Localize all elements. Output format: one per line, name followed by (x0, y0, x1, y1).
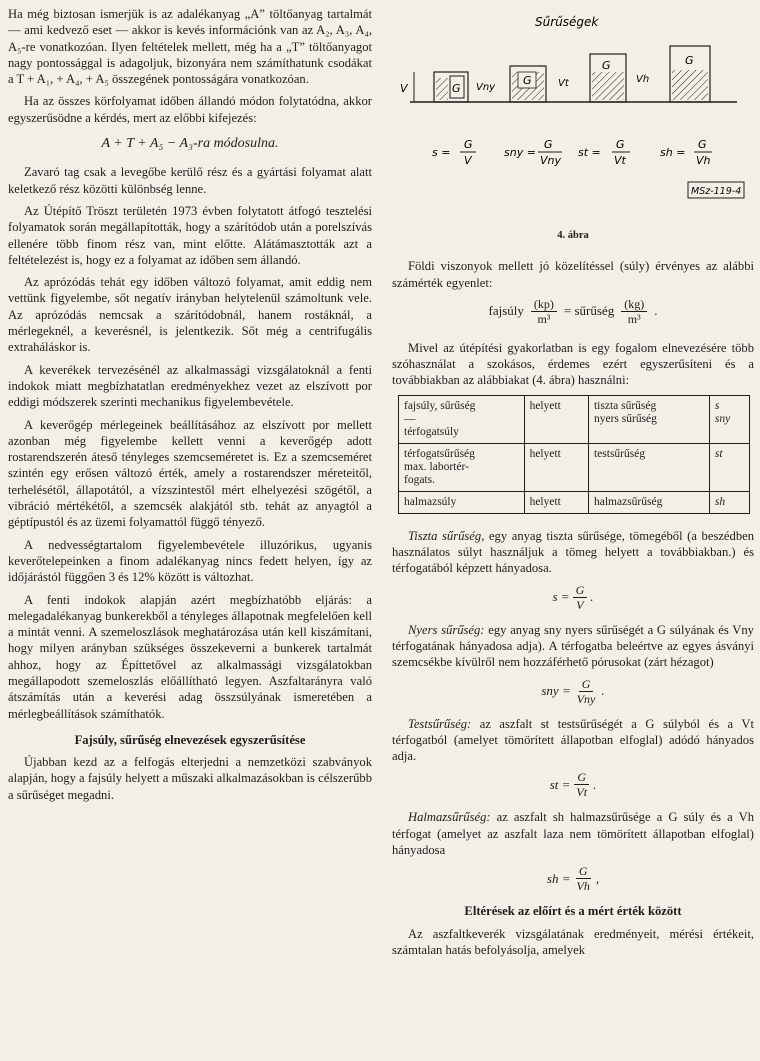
table-cell: st (709, 443, 749, 491)
density-figure (392, 6, 754, 226)
table-cell: fajsúly, sűrűség — térfogatsúly (399, 395, 525, 443)
paragraph: Az aszfaltkeverék vizsgálatának eredményeit, mérési értékeit, számtalan hatás befolyásolja, amelyek (392, 926, 754, 957)
paragraph: A keverékek tervezésénél az alkalmassági vizsgálatoknál a fenti indokok miatt megbízhatatlan eredményekhez vezet az elszívott por eddigi módszerek szerinti mechanikus figyelembevétele. (8, 362, 372, 410)
right-column (392, 6, 754, 964)
svg-text:st =: st = (578, 146, 601, 159)
g-label: G (452, 82, 461, 95)
hatch (672, 70, 708, 100)
table-cell: s sny (709, 395, 749, 443)
vny-label: Vny (476, 82, 496, 93)
table-cell: helyett (524, 491, 588, 513)
definition-raw: Nyers sűrűség: egy anyag sny nyers sűrűségét a G súlyának és Vny térfogatának hányadosa adja). A térfogatba beleértve az egyes ásványi szemcsékbe kívülről nem hozzáférhető pórusokat (zárt hézagot) (392, 622, 754, 670)
table-cell: helyett (524, 443, 588, 491)
svg-text:V: V (464, 154, 472, 167)
formula: A + T + A₅ − A₃-ra módosulna. (101, 136, 279, 152)
g-label: G (685, 54, 694, 67)
table-row (399, 395, 750, 443)
left-column (8, 6, 372, 809)
svg-text:G: G (464, 138, 473, 151)
table-cell: testsűrűség (588, 443, 709, 491)
paragraph: Földi viszonyok mellett jó közelítéssel (súly) érvényes az alábbi számérték egyenlet: (392, 259, 754, 290)
figure-title: Sűrűségek (535, 15, 599, 29)
svg-text:G: G (544, 138, 553, 151)
table-row (399, 443, 750, 491)
formula-sh (660, 138, 712, 167)
equation-sh: sh = $\frac{G}{Vh}$ , (546, 864, 600, 894)
table-cell: halmazsúly (399, 491, 525, 513)
formula-st (578, 138, 630, 167)
definition-body: Testsűrűség: az aszfalt st testsűrűségét a G súlyból és a Vt térfogatból (amelyet tömörített állapotban elfoglal) adódó hányados adja. (392, 716, 754, 764)
svg-text:s =: s = (432, 146, 451, 159)
svg-text:sny =: sny = (504, 146, 536, 159)
g-label: G (602, 59, 611, 72)
paragraph: Az Útépítő Tröszt területén 1973 évben folytatott átfogó tesztelési folyamatok során megállapították, hogy a szárítódob után a porelszívás ellenére több finom rész van, mint előtte. Alátámasztották azt a feltételezést is, hogy ez a folyamat az időben sem állandó. (8, 203, 372, 267)
figure-caption: 4. ábra (557, 230, 589, 241)
definition-bulk: Halmazsűrűség: az aszfalt sh halmazsűrűsége a G súly és a Vh térfogat (amelyet az aszfalt laza nem tömörített állapotban elfoglal) hányadosa (392, 810, 754, 858)
paragraph: A nedvességtartalom figyelembevétele illuzórikus, ugyanis keverőtelepeinken a finom adalékanyag nincs fedett helyen, így az időjárástól függően 3 és 12% között is változhat. (8, 537, 372, 585)
table-cell: halmazsűrűség (588, 491, 709, 513)
table-cell: térfogatsűrűség max. labortér- fogats. (399, 443, 525, 491)
svg-text:Vt: Vt (614, 154, 626, 167)
paragraph: Ha az összes körfolyamat időben állandó módon folytatódna, akkor egyszerűsödne a kérdés, mert az előbbi kifejezés: (8, 94, 372, 125)
paragraph: A keverőgép mérlegeinek beállításához az elszívott por mellett azonban még figyelembe kellett venni a keverőgép adott rostarendszerén áteső tényleges szemcseméretet is. Ez a szemcseméret szintén egy erősen változó érték, amely a rostarendszer méreteitől, terhelésétől, állapotától, a vízszintestől mért elhelyezési szögétől, a vibráció mértékétől, a szemcsék alakjától stb. tehát az anyagtól a géptípustól és az üzemi folyamattól függő tényező. (8, 417, 372, 530)
table-cell: tiszta sűrűség nyers sűrűség (588, 395, 709, 443)
hatch (592, 72, 624, 100)
paragraph: Zavaró tag csak a levegőbe kerülő rész és a gyártási folyamat alatt keletkező rész közötti különbség lenne. (8, 165, 372, 196)
density-equation: fajsúly $\frac{(kp)}{\text{m³}}$ = sűrűség $\frac{(kg)}{\text{m³}}$ . (488, 296, 658, 326)
svg-text:G: G (698, 138, 707, 151)
paragraph: A fenti indokok alapján azért megbízhatóbb eljárás: a melegadalékanyag bunkerekből a tényleges állapotnak megfelelően kell a mintát venni. A szemeloszlások meghatározása után kell kiszámítani, hogy milyen arányban szükséges összekeverni a bunkerek tartalmát ahhoz, hogy az Építtetővel az alkalmassági vizsgálatokban megállapodott szemeloszlás előállítható legyen. Aszfaltarányra való átszámítás után a keverési adag összsúlyának ismeretében a mérlegbeállítások számíthatók. (8, 592, 372, 721)
svg-text:sh =: sh = (660, 146, 686, 159)
paragraph: Az aprózódás tehát egy időben változó folyamat, amit eddig nem vettünk figyelembe, sőt negatív irányban helytelenül számoltunk vele. Az aprózódás nemcsak a szárítódobnál, hanem rostáknál, a mérlegeknél, a keverésnél, is jelentkezik. Sőt még a centrifugális extraháláskor is. (8, 275, 372, 355)
section-heading: Eltérések az előírt és a mért érték között (464, 904, 682, 919)
svg-text:G: G (616, 138, 625, 151)
stamp-label: MSz-119-4 (691, 186, 742, 197)
terminology-table (398, 395, 750, 514)
table-cell: sh (709, 491, 749, 513)
paragraph: Ha még biztosan ismerjük is az adalékanyag „A” töltőanyag tartalmát — ami kedvező eset — akkor is kevés információnk van az A₂, A₃, A₄, A₅-re vonatkozóan. Ilyen feltételek mellett, még ha a „T” töltőanyagot nagy pontossággal is adagoljuk, bizonyára nem számíthatunk csodákat a T + A₁, + A₄, + A₅ összegének pontosságára vonatkozóan. (8, 7, 372, 87)
g-label: G (523, 74, 532, 87)
v-label: V (400, 82, 408, 95)
paragraph: Mivel az útépítési gyakorlatban is egy fogalom elnevezésére több szóhasználat a szokásos, érdemes ezért egyszerűsíteni és a továbbiakban az alábbiakat (4. ábra) használni: (392, 340, 754, 388)
paragraph: Újabban kezd az a felfogás elterjedni a nemzetközi szabványok alapján, hogy a fajsúly helyett a műszaki alkalmazásokban is célszerűbb a sűrűséget megadni. (8, 755, 372, 802)
table-cell: helyett (524, 395, 588, 443)
vt-label: Vt (558, 78, 569, 89)
hatch (436, 78, 448, 100)
table-row (399, 491, 750, 513)
svg-text:Vny: Vny (540, 154, 562, 167)
formula-s (432, 138, 476, 167)
equation-sny: sny = $\frac{G}{\text{Vny}}$ . (541, 676, 605, 706)
equation-st: st = $\frac{G}{Vt}$ . (549, 770, 597, 800)
density-diagram (392, 6, 754, 216)
formula-sny (504, 138, 562, 167)
vh-label: Vh (636, 74, 650, 85)
definition-pure: Tiszta sűrűség, egy anyag tiszta sűrűsége, tömegéből (a beszédben használatos súlyt használjuk a tömeg helyett a továbbiakban.) és térfogatából képzett hányadosa. (392, 528, 754, 576)
svg-text:Vh: Vh (696, 154, 711, 167)
equation-s: s = $\frac{G}{V}$ . (552, 582, 594, 612)
section-heading: Fajsúly, sűrűség elnevezések egyszerűsítése (74, 732, 306, 747)
